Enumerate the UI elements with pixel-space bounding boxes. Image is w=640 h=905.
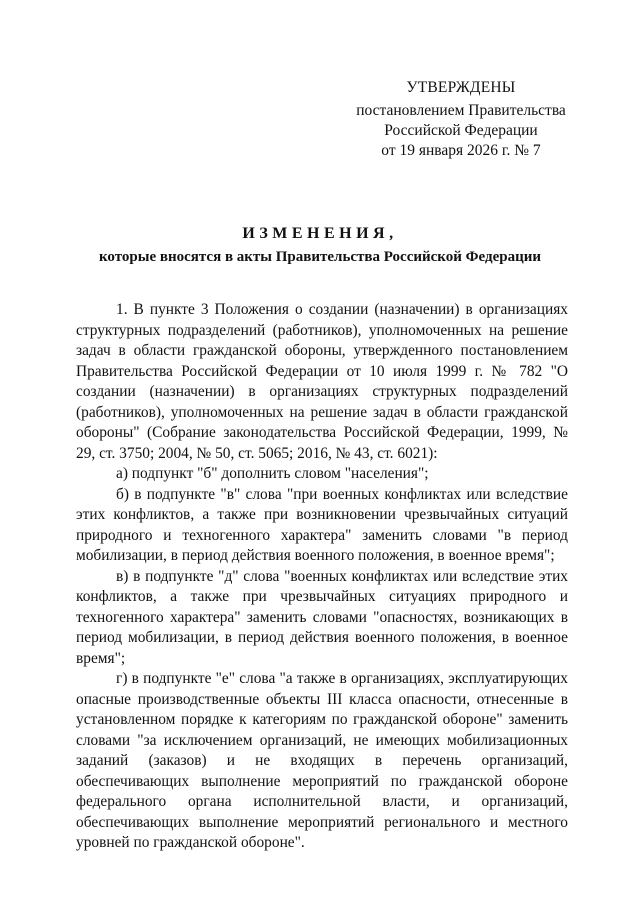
paragraph-subitem-a: а) подпункт "б" дополнить словом "населения"; (116, 465, 429, 482)
paragraph-subitem-g: г) в подпункте "е" слова "а также в организациях, эксплуатирующих опасные производственные объекты III класса опасности, отнесенные в установленном порядке к категориям по гражданской обороне" заменить словами "за исключением организаций, не имеющих мобилизационных заданий (заказов) и не входящих в перечень организаций, обеспечивающих выполнение мероприятий по гражданской обороне федерального органа исполнительной власти, и организаций, обеспечивающих выполнение мероприятий регионального и местного уровней по гражданской обороне". (76, 670, 568, 851)
document-subtitle: которые вносятся в акты Правительства Российской Федерации (98, 249, 542, 265)
paragraph-subitem-v: в) в подпункте "д" слова "военных конфликтах или вследствие этих конфликтов, а также при чрезвычайных ситуациях природного и техногенного характера" заменить словами "опасностях, возникающих в период мобилизации, в период действия военного положения, в военное время"; (76, 567, 568, 667)
paragraph-subitem-b: б) в подпункте "в" слова "при военных конфликтах или вследствие этих конфликтов, а также при возникновении чрезвычайных ситуаций природного и техногенного характера" заменить словами "в период мобилизации, в период действия военного положения, в военное время"; (76, 485, 568, 564)
approval-heading: УТВЕРЖДЕНЫ (406, 79, 516, 96)
approval-line-date: от 19 января 2026 г. № 7 (381, 142, 541, 159)
document-title: ИЗМЕНЕНИЯ, (242, 225, 398, 242)
approval-line-government: Российской Федерации (384, 122, 538, 139)
document-body (76, 300, 568, 854)
approval-line-decree: постановлением Правительства (356, 102, 566, 119)
approval-block (345, 78, 577, 161)
paragraph-1: 1. В пункте 3 Положения о создании (назначении) в организациях структурных подразделений (работников), уполномоченных на решение задач в области гражданской обороны, утвержденного постановлением Правительства Российской Федерации от 10 июля 1999 г. № 782 "О создании (назначении) в организациях структурных подразделений (работников), уполномоченных на решение задач в области гражданской обороны" (Собрание законодательства Российской Федерации, 1999, № 29, ст. 3750; 2004, № 50, ст. 5065; 2016, № 43, ст. 6021): (76, 301, 568, 462)
